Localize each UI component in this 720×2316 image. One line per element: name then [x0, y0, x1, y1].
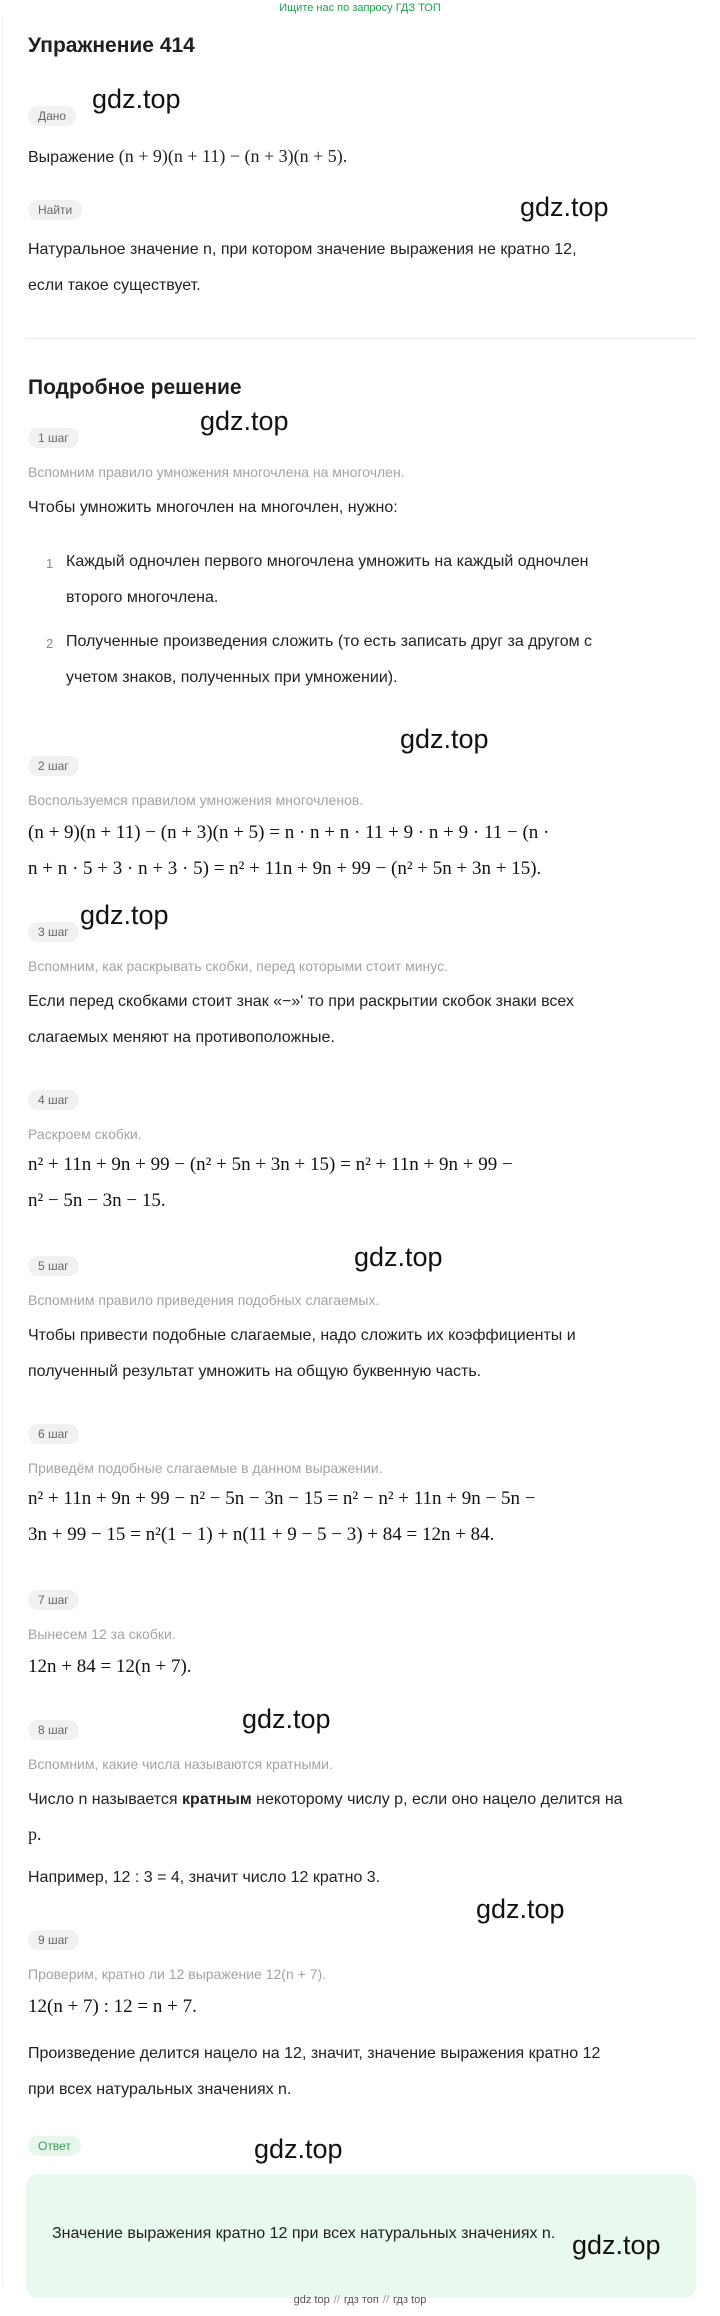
watermark: gdz.top: [400, 724, 489, 754]
step-hint: Вспомним правило приведения подобных слагаемых.: [28, 1292, 380, 1308]
watermark: gdz.top: [80, 900, 169, 930]
find-line-2: если такое существует.: [28, 277, 201, 294]
answer-text: Значение выражения кратно 12 при всех натуральных значениях n.: [52, 2225, 556, 2242]
find-badge: Найти: [28, 200, 82, 220]
step-text-part: некоторому числу p, если оно нацело делится на: [251, 1791, 623, 1808]
step-math: n² + 11n + 9n + 99 − (n² + 5n + 3n + 15) = n² + 11n + 9n + 99 −: [28, 1154, 513, 1175]
footer-link[interactable]: гдз top: [393, 2294, 427, 2306]
watermark: gdz.top: [572, 2230, 661, 2260]
bold-term: кратным: [182, 1791, 252, 1808]
step-badge: 4 шаг: [28, 1090, 79, 1110]
step-hint: Приведём подобные слагаемые в данном выражении.: [28, 1460, 383, 1476]
step-text: [28, 1788, 688, 1812]
watermark: gdz.top: [242, 1704, 331, 1734]
solution-title: Подробное решение: [28, 376, 242, 399]
list-item-line: учетом знаков, полученных при умножении).: [66, 669, 398, 686]
given-expression: (n + 9)(n + 11) − (n + 3)(n + 5).: [118, 146, 348, 166]
page-title: Упражнение 414: [28, 34, 195, 57]
step-badge: 8 шаг: [28, 1720, 79, 1740]
given-label: Выражение: [28, 149, 115, 166]
step-text-part: Число n называется: [28, 1791, 183, 1808]
list-number: 1: [46, 556, 54, 571]
step-text: при всех натуральных значениях n.: [28, 2081, 292, 2098]
step-hint: Вспомним правило умножения многочлена на многочлен.: [28, 464, 405, 480]
step-text: Например, 12 : 3 = 4, значит число 12 кратно 3.: [28, 1869, 381, 1886]
find-line-1: Натуральное значение n, при котором значение выражения не кратно 12,: [28, 241, 577, 258]
step-text: p.: [28, 1824, 42, 1844]
given-badge: Дано: [28, 106, 76, 126]
list-item-line: Каждый одночлен первого многочлена умножить на каждый одночлен: [66, 553, 589, 570]
step-badge: 1 шаг: [28, 428, 79, 448]
footer-link[interactable]: гдз топ: [343, 2294, 379, 2306]
step-hint: Вынесем 12 за скобки.: [28, 1626, 176, 1642]
footer: gdz top // гдз топ // гдз top: [293, 2294, 427, 2306]
given-text: [28, 144, 688, 170]
step-hint: Вспомним, как раскрывать скобки, перед которыми стоит минус.: [28, 958, 448, 974]
list-item-line: второго многочлена.: [66, 589, 219, 606]
list-item-line: Полученные произведения сложить (то есть записать друг за другом с: [66, 633, 593, 650]
top-note[interactable]: Ищите нас по запросу ГДЗ ТОП: [279, 2, 441, 14]
watermark: gdz.top: [520, 192, 609, 222]
step-text: Чтобы умножить многочлен на многочлен, нужно:: [28, 499, 398, 516]
watermark: gdz.top: [200, 406, 289, 436]
step-badge: 7 шаг: [28, 1590, 79, 1610]
step-badge: 2 шаг: [28, 756, 79, 776]
step-badge: 3 шаг: [28, 922, 79, 942]
step-hint: Вспомним, какие числа называются кратными.: [28, 1756, 333, 1772]
watermark: gdz.top: [354, 1242, 443, 1272]
footer-link[interactable]: gdz top: [293, 2294, 330, 2306]
step-hint: Проверим, кратно ли 12 выражение 12(n + 7).: [28, 1966, 327, 1982]
step-badge: 9 шаг: [28, 1930, 79, 1950]
watermark: gdz.top: [476, 1894, 565, 1924]
watermark: gdz.top: [92, 84, 181, 114]
step-text: слагаемых меняют на противоположные.: [28, 1029, 335, 1046]
list-number: 2: [46, 636, 54, 651]
step-text: Если перед скобками стоит знак «−»' то при раскрытии скобок знаки всех: [28, 993, 574, 1010]
step-badge: 5 шаг: [28, 1256, 79, 1276]
step-text: Произведение делится нацело на 12, значит, значение выражения кратно 12: [28, 2045, 601, 2062]
answer-badge: Ответ: [28, 2136, 81, 2156]
step-badge: 6 шаг: [28, 1424, 79, 1444]
divider: [26, 338, 696, 339]
step-math: 12(n + 7) : 12 = n + 7.: [28, 1996, 197, 2017]
step-hint: Раскроем скобки.: [28, 1126, 142, 1142]
step-text: Чтобы привести подобные слагаемые, надо сложить их коэффициенты и: [28, 1327, 576, 1344]
step-math: n² − 5n − 3n − 15.: [28, 1190, 166, 1211]
step-text: полученный результат умножить на общую буквенную часть.: [28, 1363, 482, 1380]
step-math: 3n + 99 − 15 = n²(1 − 1) + n(11 + 9 − 5 − 3) + 84 = 12n + 84.: [28, 1524, 495, 1545]
step-math: (n + 9)(n + 11) − (n + 3)(n + 5) = n · n + n · 11 + 9 · n + 9 · 11 − (n ·: [28, 822, 550, 843]
step-math: n² + 11n + 9n + 99 − n² − 5n − 3n − 15 = n² − n² + 11n + 9n − 5n −: [28, 1488, 536, 1509]
step-math: 12n + 84 = 12(n + 7).: [28, 1656, 192, 1677]
step-hint: Воспользуемся правилом умножения многочленов.: [28, 792, 364, 808]
watermark: gdz.top: [254, 2134, 343, 2164]
step-math: n + n · 5 + 3 · n + 3 · 5) = n² + 11n + 9n + 99 − (n² + 5n + 3n + 15).: [28, 858, 542, 879]
